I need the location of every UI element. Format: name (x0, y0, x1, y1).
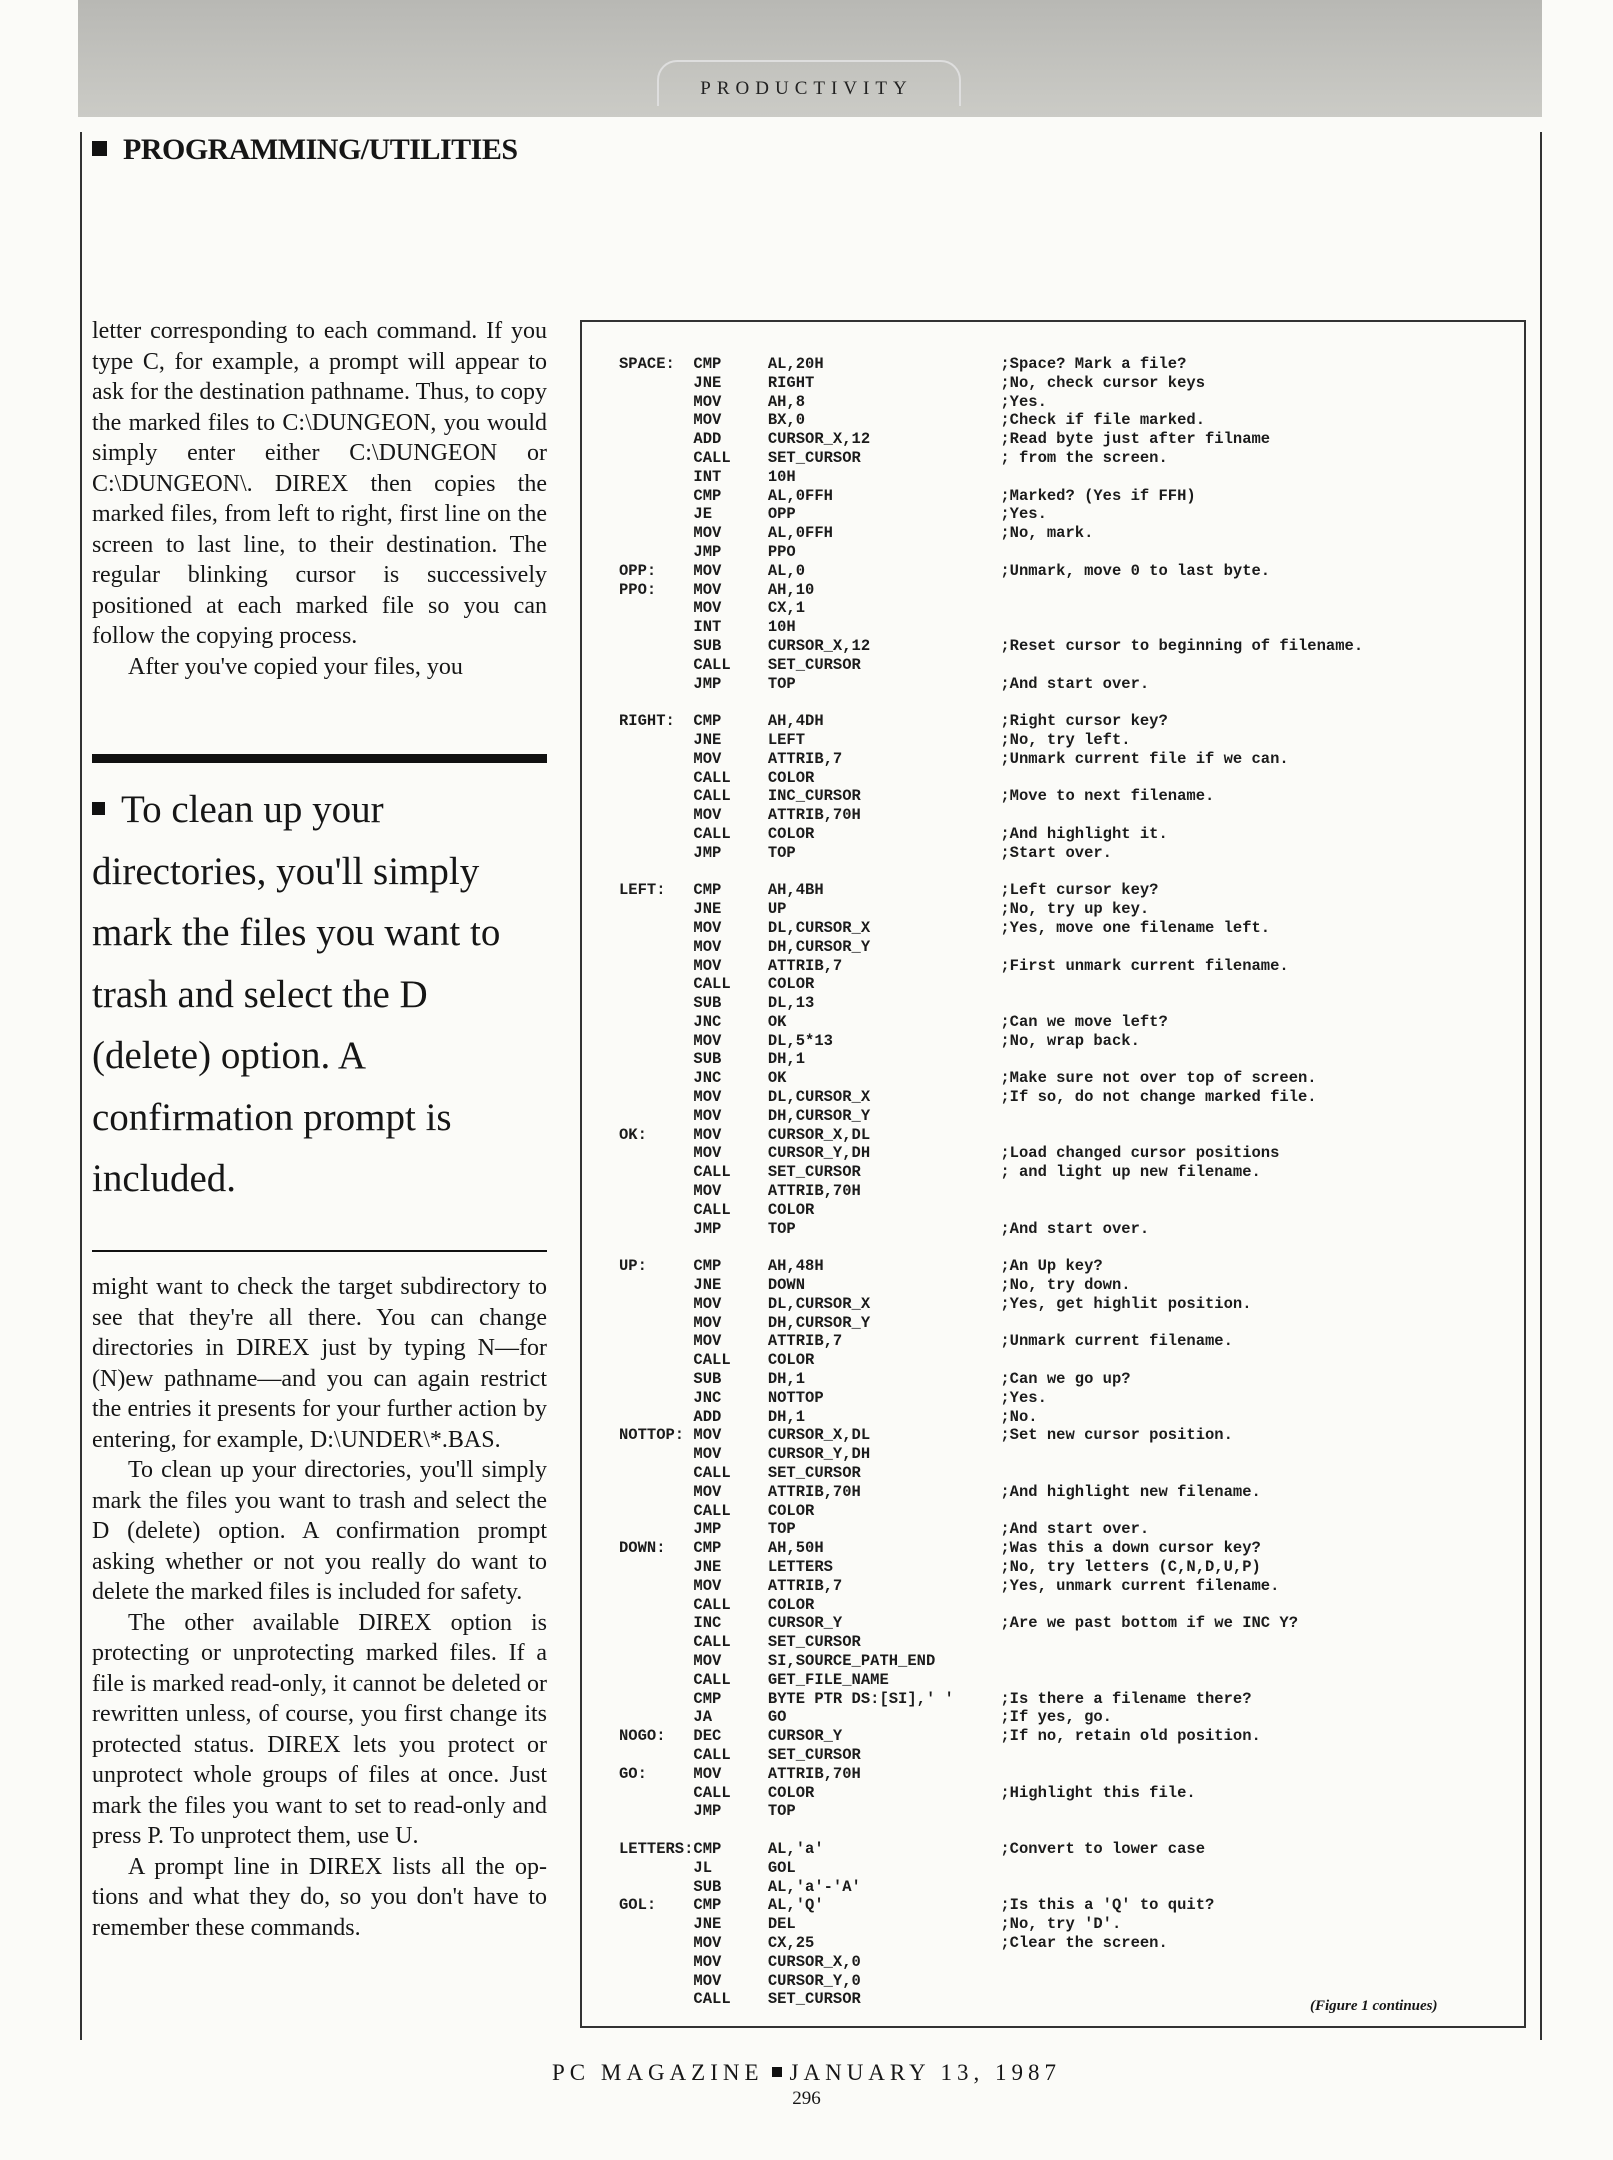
assembly-code-listing: SPACE: CMP AL,20H ;Space? Mark a file? JNE RIGHT ;No, check cursor keys MOV AH,8 ;Yes. MOV BX,0 ;Check if file marked. ADD CURSOR_X,12 ;Read byte just after filname CALL SET_CURSOR ; from the screen. INT 10H CMP AL,0FFH ;Marked? (Yes if FFH) JE OPP ;Yes. MOV AL,0FFH ;No, mark. JMP PPO OPP: MOV AL,0 ;Unmark, move 0 to last byte. PPO: MOV AH,10 MOV CX,1 INT 10H SUB CURSOR_X,12 ;Reset cursor to beginning of filename. CALL SET_CURSOR JMP TOP ;And start over. RIGHT: CMP AH,4DH ;Right cursor key? JNE LEFT ;No, try left. MOV ATTRIB,7 ;Unmark current file if we can. CALL COLOR CALL INC_CURSOR ;Move to next filename. MOV ATTRIB,70H CALL COLOR ;And highlight it. JMP TOP ;Start over. LEFT: CMP AH,4BH ;Left cursor key? JNE UP ;No, try up key. MOV DL,CURSOR_X ;Yes, move one filename left. MOV DH,CURSOR_Y MOV ATTRIB,7 ;First unmark current filename. CALL COLOR SUB DL,13 JNC OK ;Can we move left? MOV DL,5*13 ;No, wrap back. SUB DH,1 JNC OK ;Make sure not over top of screen. MOV DL,CURSOR_X ;If so, do not change marked file. MOV DH,CURSOR_Y OK: MOV CURSOR_X,DL MOV CURSOR_Y,DH ;Load changed cursor positions CALL SET_CURSOR ; and light up new filename. MOV ATTRIB,70H CALL COLOR JMP TOP ;And start over. UP: CMP AH,48H ;An Up key? JNE DOWN ;No, try down. MOV DL,CURSOR_X ;Yes, get highlit position. MOV DH,CURSOR_Y MOV ATTRIB,7 ;Unmark current filename. CALL COLOR SUB DH,1 ;Can we go up? JNC NOTTOP ;Yes. ADD DH,1 ;No. NOTTOP: MOV CURSOR_X,DL ;Set new cursor position. MOV CURSOR_Y,DH CALL SET_CURSOR MOV ATTRIB,70H ;And highlight new filename. CALL COLOR JMP TOP ;And start over. DOWN: CMP AH,50H ;Was this a down cursor key? JNE LETTERS ;No, try letters (C,N,D,U,P) MOV ATTRIB,7 ;Yes, unmark current filename. CALL COLOR INC CURSOR_Y ;Are we past bottom if we INC Y? CALL SET_CURSOR MOV SI,SOURCE_PATH_END CALL GET_FILE_NAME CMP BYTE PTR DS:[SI],' ' ;Is there a filename there? JA GO ;If yes, go. NOGO: DEC CURSOR_Y ;If no, retain old position. CALL SET_CURSOR GO: MOV ATTRIB,70H CALL COLOR ;Highlight this file. JMP TOP LETTERS:CMP AL,'a' ;Convert to lower case JL GOL SUB AL,'a'-'A' GOL: CMP AL,'Q' ;Is this a 'Q' to quit? JNE DEL ;No, try 'D'. MOV CX,25 ;Clear the screen. MOV CURSOR_X,0 MOV CURSOR_Y,0 CALL SET_CURSOR (619, 355, 1364, 2009)
square-bullet-icon (772, 2067, 782, 2077)
square-bullet-icon (92, 141, 107, 156)
paragraph: A prompt line in DIREX lists all the options and what they do, so you don't have to remember these commands. (92, 1853, 547, 1941)
footer-line (0, 2060, 1613, 2086)
department-heading-text: PROGRAMMING/UTILITIES (123, 133, 518, 166)
magazine-name: PC MAGAZINE (552, 2060, 764, 2085)
square-bullet-icon (92, 802, 105, 815)
article-text-top (92, 316, 547, 682)
pull-quote-top-rule (92, 754, 547, 763)
issue-date: JANUARY 13, 1987 (789, 2060, 1061, 2085)
paragraph: letter corresponding to each command. If you type C, for example, a prompt will appear to ask for the destination pathname. Thus, to copy the marked files to C:\DUNGEON, you would simply enter either C:\DUNGEON or C:\DUNGEON\. DIREX then copies the marked files, from left to right, first line on the screen to last line, to their destination. The regular blinking cursor is successively positioned at each marked file so you can follow the copying process. (92, 318, 547, 649)
figure-continues-note: (Figure 1 continues) (1310, 1998, 1438, 2014)
pull-quote-text: To clean up your directories, you'll simply mark the files you want to trash and select the D (delete) option. A confirmation prompt is included. (92, 788, 501, 1200)
left-column-rule (80, 132, 82, 2040)
paragraph: After you've copied your files, you (128, 653, 463, 680)
right-column-rule (1540, 132, 1542, 2040)
pull-quote (92, 779, 547, 1210)
paragraph: The other available DIREX option is protecting or unprotecting marked files. If a file is marked read-only, it cannot be deleted or rewritten unless, of course, you first change its protected status. DIREX lets you protect or unprotect whole groups of files at once. Just mark the files you want to set to read-only and press P. To unprotect them, use U. (92, 1609, 547, 1849)
article-text-bottom (92, 1272, 547, 1943)
page-number: 296 (792, 2088, 821, 2109)
paragraph: might want to check the target subdirectory to see that they're all there. You can change directories in DIREX just by typing N—for (N)ew pathname—and you can again restrict the entries it presents for your further action by entering, for example, D:\UNDER\*.BAS. (92, 1274, 547, 1453)
section-label: PRODUCTIVITY (700, 78, 913, 99)
paragraph: To clean up your directories, you'll simply mark the files you want to trash and select the D (delete) option. A confirmation prompt asking whether or not you really do want to delete the marked files is included for safety. (92, 1457, 547, 1605)
pull-quote-bottom-rule (92, 1250, 547, 1252)
department-heading (92, 133, 518, 167)
